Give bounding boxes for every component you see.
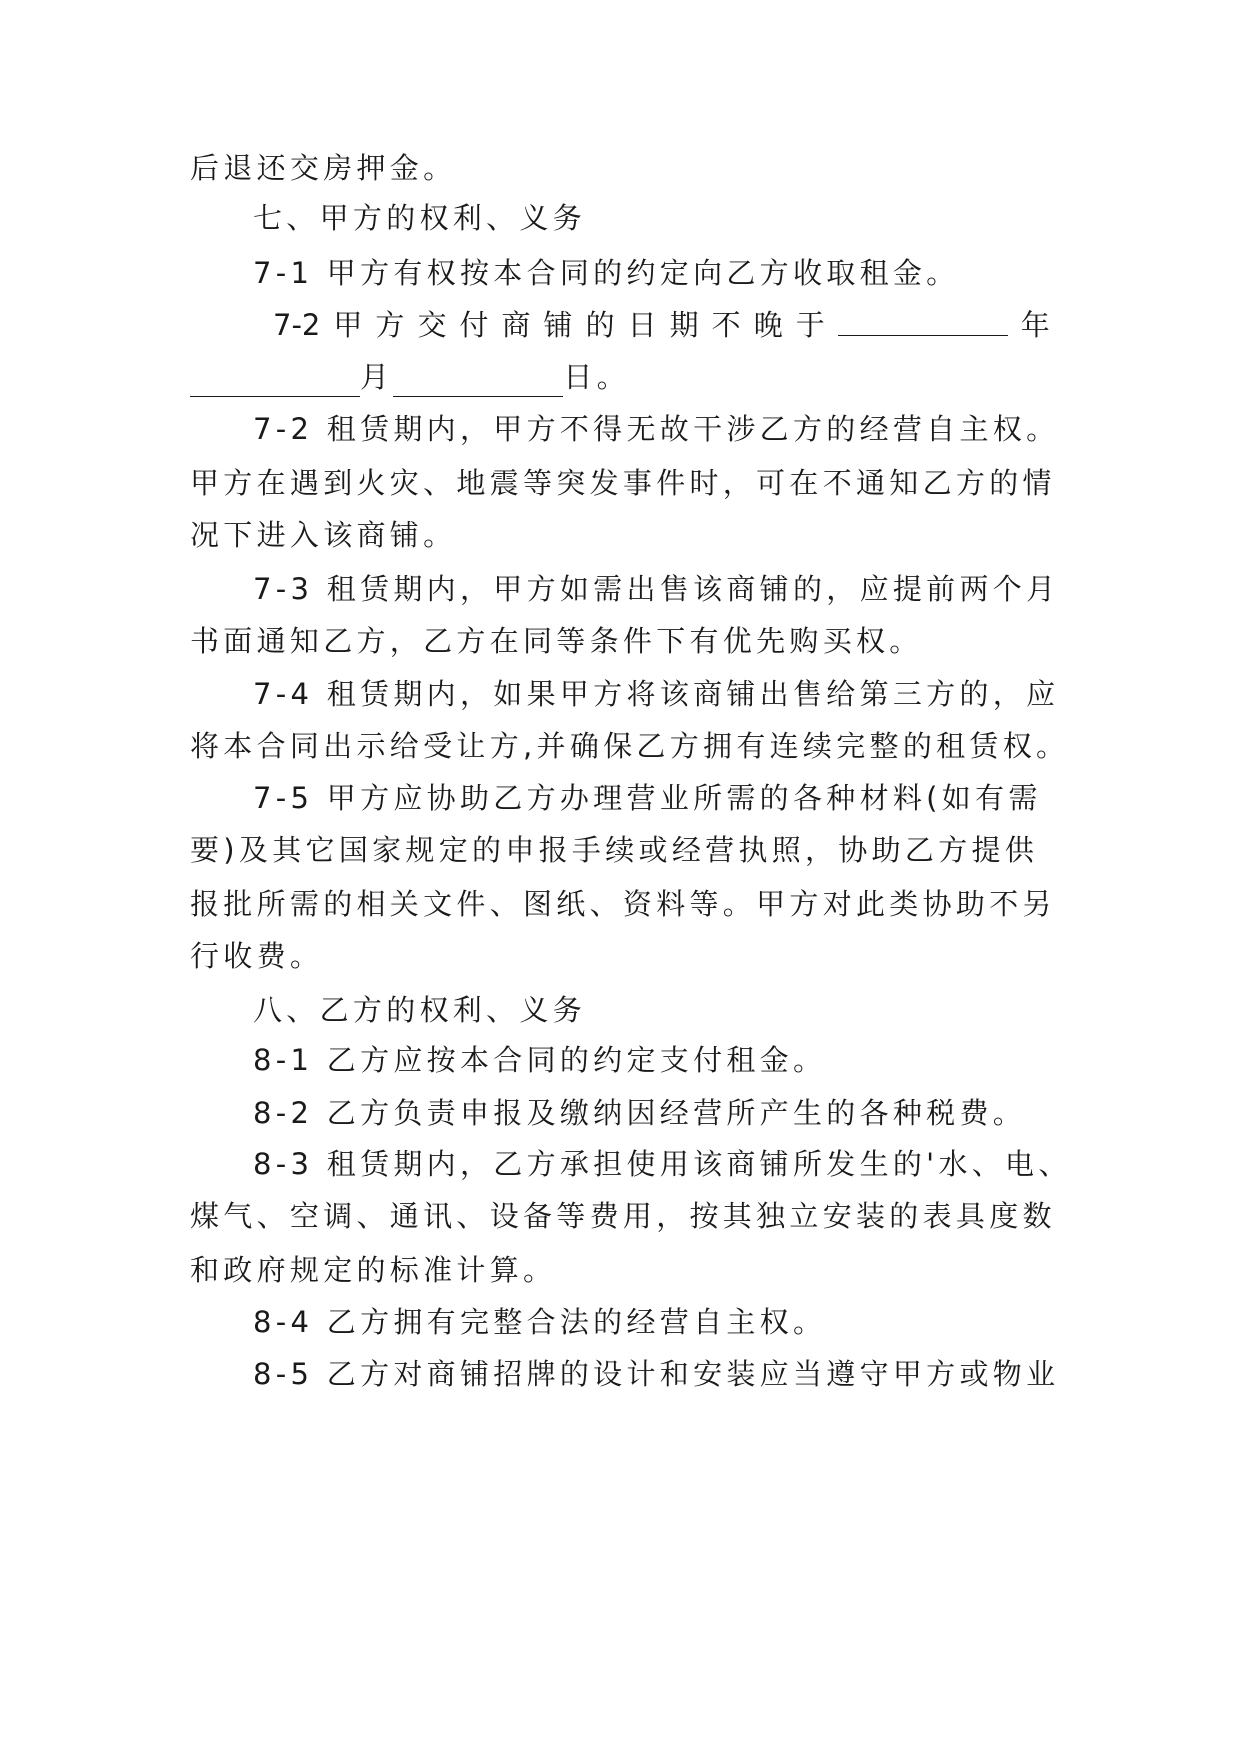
- section-heading-7: 七、甲方的权利、义务: [253, 201, 587, 235]
- clause-char: 的: [585, 308, 615, 342]
- paragraph-line: 后退还交房押金。: [190, 151, 457, 185]
- clause-7-4-line-2: 将本合同出示给受让方,并确保乙方拥有连续完整的租赁权。: [190, 729, 1070, 763]
- day-blank: [393, 366, 563, 397]
- clause-char: 期: [669, 308, 699, 342]
- year-blank: [838, 305, 1008, 336]
- clause-7-3-line-1: 7-3 租赁期内，甲方如需出售该商铺的，应提前两个月: [253, 572, 1060, 606]
- clause-7-2-line-1: 7-2 租赁期内，甲方不得无故干涉乙方的经营自主权。: [253, 412, 1060, 446]
- clause-8-5-line-1: 8-5 乙方对商铺招牌的设计和安装应当遵守甲方或物业: [253, 1357, 1060, 1391]
- clause-char: 不: [711, 308, 741, 342]
- clause-8-4: 8-4 乙方拥有完整合法的经营自主权。: [253, 1305, 827, 1339]
- clause-8-2: 8-2 乙方负责申报及缴纳因经营所产生的各种税费。: [253, 1096, 1027, 1130]
- clause-7-2-delivery-date: [273, 305, 1050, 345]
- month-blank: [190, 366, 360, 397]
- clause-7-5-line-1: 7-5 甲方应协助乙方办理营业所需的各种材料(如有需: [253, 781, 1042, 815]
- clause-7-2-line-2: 甲方在遇到火灾、地震等突发事件时，可在不通知乙方的情: [190, 466, 1056, 500]
- clause-number: 7-2: [273, 308, 321, 342]
- clause-char: 甲: [333, 308, 363, 342]
- clause-char: 铺: [543, 308, 573, 342]
- clause-7-2-date-continuation: [190, 357, 1050, 397]
- month-label: 月: [360, 360, 394, 394]
- clause-7-5-line-3: 报批所需的相关文件、图纸、资料等。甲方对此类协助不另: [190, 887, 1056, 921]
- day-label: 日。: [563, 360, 630, 394]
- clause-char: 日: [627, 308, 657, 342]
- clause-8-3-line-1: 8-3 租赁期内，乙方承担使用该商铺所发生的'水、电、: [253, 1147, 1072, 1181]
- clause-7-4-line-1: 7-4 租赁期内，如果甲方将该商铺出售给第三方的，应: [253, 677, 1060, 711]
- clause-7-1: 7-1 甲方有权按本合同的约定向乙方收取租金。: [253, 256, 960, 290]
- clause-char: 晚: [753, 308, 783, 342]
- section-heading-8: 八、乙方的权利、义务: [253, 993, 587, 1027]
- clause-8-3-line-3: 和政府规定的标准计算。: [190, 1253, 557, 1287]
- clause-char: 于: [795, 308, 825, 342]
- clause-char: 商: [501, 308, 531, 342]
- clause-char: 年: [1020, 308, 1050, 342]
- clause-8-3-line-2: 煤气、空调、通讯、设备等费用，按其独立安装的表具度数: [190, 1199, 1056, 1233]
- clause-7-5-line-2: 要)及其它国家规定的申报手续或经营执照，协助乙方提供: [190, 833, 1039, 867]
- clause-7-5-line-4: 行收费。: [190, 939, 324, 973]
- clause-7-2-line-3: 况下进入该商铺。: [190, 518, 457, 552]
- clause-char: 方: [375, 308, 405, 342]
- clause-char: 交: [417, 308, 447, 342]
- clause-char: 付: [459, 308, 489, 342]
- clause-8-1: 8-1 乙方应按本合同的约定支付租金。: [253, 1043, 827, 1077]
- clause-7-3-line-2: 书面通知乙方，乙方在同等条件下有优先购买权。: [190, 624, 923, 658]
